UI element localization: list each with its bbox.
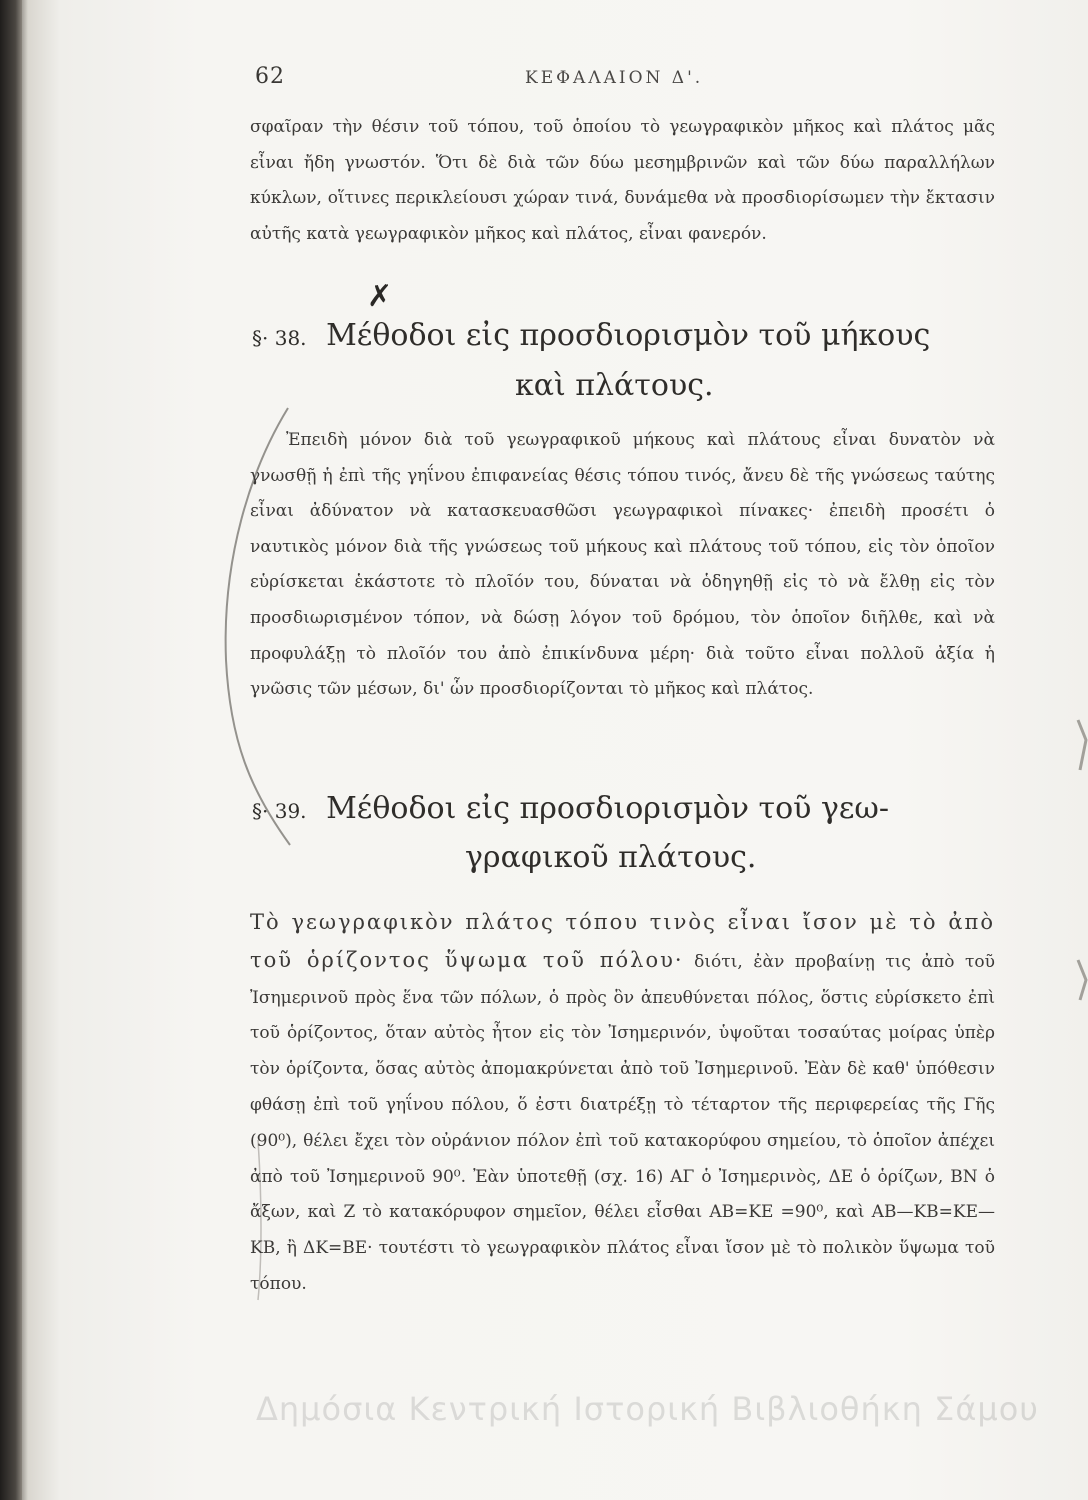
section-38-heading-line2	[515, 368, 1088, 403]
paragraph-text: Ἐπειδὴ μόνον διὰ τοῦ γεωγραφικοῦ μήκους καὶ πλάτους εἶναι δυνατὸν νὰ γνωσθῇ ἡ ἐπὶ τῆς γηΐνου ἐπιφανείας θέσις τόπου τινός, ἄνευ δὲ τῆς γνώσεως ταύτης εἶναι ἀδύνατον νὰ κατασκευασθῶσι γεωγραφικοὶ πίνακες· ἐπειδὴ προσέτι ὁ ναυτικὸς μόνον διὰ τῆς γνώσεως τοῦ μήκους καὶ πλάτους τοῦ τόπου, εἰς τὸν ὁποῖον εὑρίσκεται ἑκάστοτε τὸ πλοῖόν του, δύναται νὰ ὁδηγηθῇ εἰς τὸ νὰ ἔλθῃ εἰς τὸν προσδιωρισμένον τόπον, νὰ δώσῃ λόγον τοῦ δρόμου, τὸν ὁποῖον διῆλθε, καὶ νὰ προφυλάξῃ τὸ πλοῖόν του ἀπὸ ἐπικίνδυνα μέρη· διὰ τοῦτο εἶναι πολλοῦ ἀξία ἡ γνῶσις τῶν μέσων, δι' ὧν προσδιορίζονται τὸ μῆκος καὶ πλάτος.	[250, 430, 995, 700]
margin-cross-mark: ✗	[367, 279, 393, 314]
running-head: ΚΕΦΑΛΑΙΟΝ Δ'.	[525, 68, 704, 88]
paragraph-text: σφαῖραν τὴν θέσιν τοῦ τόπου, τοῦ ὁποίου τὸ γεωγραφικὸν μῆκος καὶ πλάτος μᾶς εἶναι ἤδη γνωστόν. Ὅτι δὲ διὰ τῶν δύω μεσημβρινῶν καὶ τῶν δύω παραλλήλων κύκλων, οἵτινες περικλείουσι χώραν τινά, δυνάμεθα νὰ προσδιορίσωμεν τὴν ἔκτασιν αὐτῆς κατὰ γεωγραφικὸν μῆκος καὶ πλάτος, εἶναι φανερόν.	[250, 117, 995, 244]
section-title-line2: γραφικοῦ πλάτους.	[465, 840, 757, 875]
section-39-heading-line2	[465, 840, 1088, 875]
section-title-line1: Μέθοδοι εἰς προσδιορισμὸν τοῦ γεω-	[326, 791, 890, 826]
paragraph-section-38	[250, 423, 995, 708]
section-number: §· 38.	[252, 326, 307, 350]
paragraph-body: διότι, ἐὰν προβαίνῃ τις ἀπὸ τοῦ Ἰσημερινοῦ πρὸς ἕνα τῶν πόλων, ὁ πρὸς ὃν ἀπευθύνεται πόλος, ὅστις εὑρίσκετο ἐπὶ τοῦ ὁρίζοντος, ὅταν αὐτὸς ἦτον εἰς τὸν Ἰσημερινόν, ὑψοῦται τοσαύτας μοίρας ὑπὲρ τὸν ὁρίζοντα, ὅσας αὐτὸς ἀπομακρύνεται ἀπὸ τοῦ Ἰσημερινοῦ. Ἐὰν δὲ καθ' ὑπόθεσιν φθάσῃ ἐπὶ τοῦ γηΐνου πόλου, ὅ ἐστι διατρέξῃ τὸ τέταρτον τῆς περιφερείας τῆς Γῆς (90⁰), θέλει ἔχει τὸν οὐράνιον πόλον ἐπὶ τοῦ κατακορύφου σημείου, τὸ ὁποῖον ἀπέχει ἀπὸ τοῦ Ἰσημερινοῦ 90⁰. Ἐὰν ὑποτεθῇ (σχ. 16) ΑΓ ὁ Ἰσημερινὸς, ΔΕ ὁ ὁρίζων, ΒΝ ὁ ἄξων, καὶ Ζ τὸ κατακόρυφον σημεῖον, θέλει εἶσθαι ΑΒ=ΚΕ =90⁰, καὶ ΑΒ—ΚΒ=ΚΕ—ΚΒ, ἢ ΔΚ=ΒΕ· τουτέστι τὸ γεωγραφικὸν πλάτος εἶναι ἴσον μὲ τὸ πολικὸν ὕψωμα τοῦ τόπου.	[250, 951, 995, 1294]
library-watermark: Δημόσια Κεντρική Ιστορική Βιβλιοθήκη Σάμου	[256, 1390, 1039, 1428]
spaced-lead-sentence: Τὸ γεωγραφικὸν πλάτος τόπου τινὸς εἶναι ἴσον μὲ τὸ ἀπὸ τοῦ ὁρίζοντος ὕψωμα τοῦ πόλου·	[250, 910, 995, 972]
page-header	[255, 58, 855, 98]
section-number: §· 39.	[252, 799, 307, 823]
section-38-heading	[252, 318, 992, 353]
section-title-line2: καὶ πλάτους.	[515, 368, 714, 403]
paragraph-continued	[250, 110, 995, 252]
paragraph-section-39	[250, 905, 995, 1303]
section-39-heading	[252, 791, 992, 826]
section-title-line1: Μέθοδοι εἰς προσδιορισμὸν τοῦ μήκους	[326, 318, 931, 353]
paragraph-text	[250, 905, 995, 1303]
page-number: 62	[255, 64, 285, 89]
